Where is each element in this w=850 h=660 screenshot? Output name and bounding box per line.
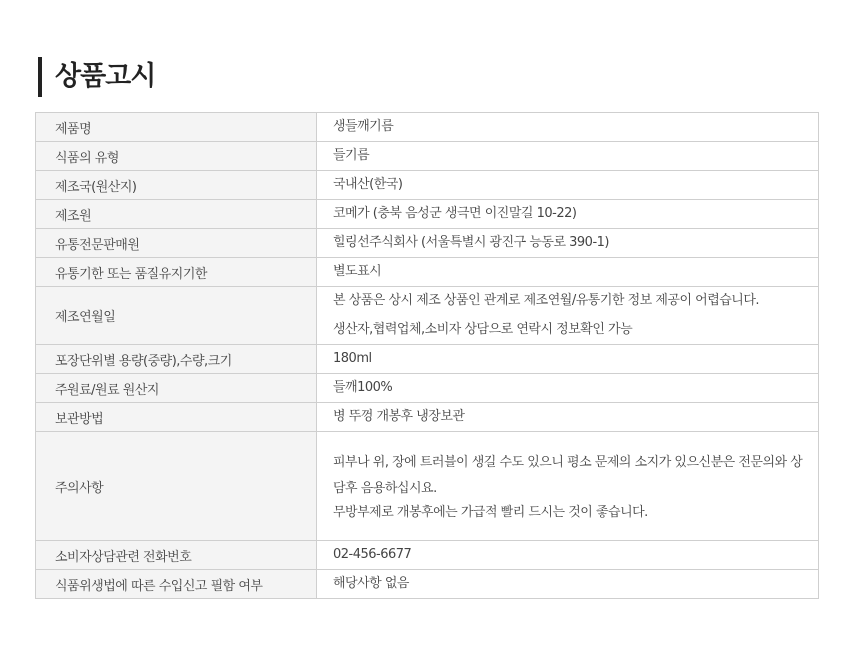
row-label: 제품명 <box>36 113 317 142</box>
value-line: 병 뚜껑 개봉후 냉장보관 <box>333 409 465 424</box>
value-line: 코메가 (충북 음성군 생극면 이진말길 10-22) <box>333 206 577 221</box>
row-label: 유통기한 또는 품질유지기한 <box>36 258 317 287</box>
row-value <box>317 287 819 345</box>
row-value <box>317 403 819 432</box>
table-row <box>36 229 819 258</box>
table-row <box>36 374 819 403</box>
row-value <box>317 200 819 229</box>
table-row <box>36 432 819 541</box>
table-row <box>36 287 819 345</box>
table-row <box>36 258 819 287</box>
value-line: 02-456-6677 <box>333 547 412 562</box>
table-row <box>36 113 819 142</box>
value-line: 해당사항 없음 <box>333 576 409 591</box>
value-line: 무방부제로 개봉후에는 가급적 빨리 드시는 것이 좋습니다. <box>333 505 648 520</box>
row-label: 제조원 <box>36 200 317 229</box>
row-value <box>317 258 819 287</box>
table-row <box>36 403 819 432</box>
value-line: 별도표시 <box>333 264 382 279</box>
value-line: 생산자,협력업체,소비자 상담으로 연락시 정보확인 가능 <box>333 322 633 337</box>
row-label: 제조연월일 <box>36 287 317 345</box>
row-value <box>317 432 819 541</box>
value-line: 힐링선주식회사 (서울특별시 광진구 능동로 390-1) <box>333 235 609 250</box>
value-line: 들깨100% <box>333 380 393 395</box>
row-label: 포장단위별 용량(중량),수량,크기 <box>36 345 317 374</box>
row-label: 보관방법 <box>36 403 317 432</box>
row-label: 소비자상담관련 전화번호 <box>36 541 317 570</box>
table-row <box>36 171 819 200</box>
table-row <box>36 541 819 570</box>
row-label: 주의사항 <box>36 432 317 541</box>
row-value <box>317 570 819 599</box>
row-label: 식품의 유형 <box>36 142 317 171</box>
row-label: 제조국(원산지) <box>36 171 317 200</box>
table-row <box>36 570 819 599</box>
value-line: 생들깨기름 <box>333 119 394 134</box>
row-value <box>317 171 819 200</box>
table-row <box>36 345 819 374</box>
value-line: 180ml <box>333 351 372 366</box>
section-title-bar <box>38 57 155 97</box>
row-label: 주원료/원료 원산지 <box>36 374 317 403</box>
row-value <box>317 229 819 258</box>
row-value <box>317 142 819 171</box>
row-label: 식품위생법에 따른 수입신고 필함 여부 <box>36 570 317 599</box>
row-value <box>317 113 819 142</box>
value-line: 본 상품은 상시 제조 상품인 관계로 제조연월/유통기한 정보 제공이 어렵습니다. <box>333 293 760 308</box>
value-line: 들기름 <box>333 148 370 163</box>
row-value <box>317 345 819 374</box>
table-row <box>36 200 819 229</box>
section-title: 상품고시 <box>55 61 156 92</box>
value-line: 국내산(한국) <box>333 177 403 192</box>
product-notice-table <box>35 112 819 599</box>
row-value <box>317 374 819 403</box>
value-line: 피부나 위, 장에 트러블이 생길 수도 있으니 평소 문제의 소지가 있으신분은 전문의와 상담후 음용하십시요. <box>333 455 803 496</box>
row-label: 유통전문판매원 <box>36 229 317 258</box>
row-value <box>317 541 819 570</box>
table-row <box>36 142 819 171</box>
